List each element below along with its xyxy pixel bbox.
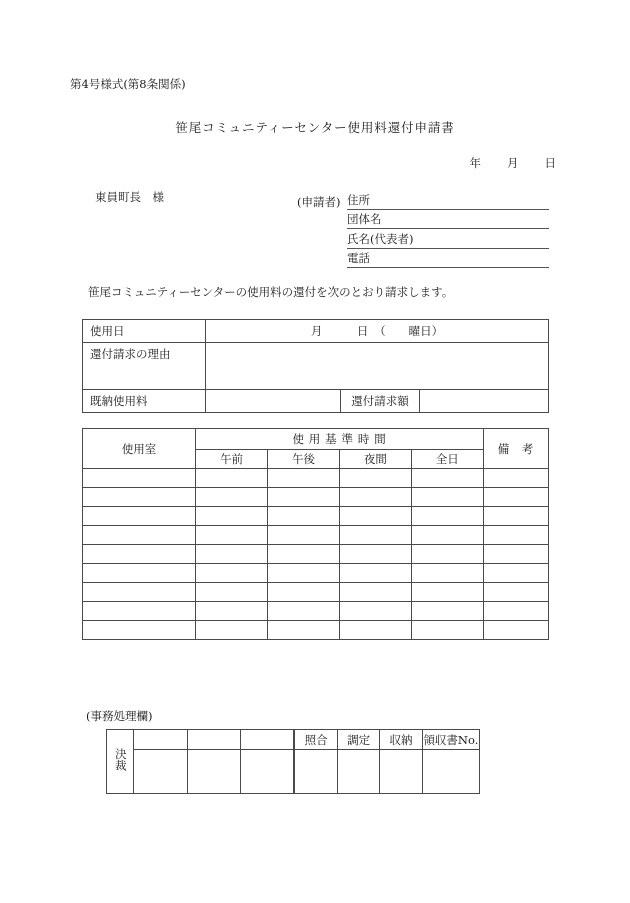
cell-allday[interactable] — [411, 621, 483, 640]
cell-receipt-collection[interactable] — [380, 750, 422, 794]
admin-blank-header-2[interactable] — [187, 730, 240, 750]
cell-remarks[interactable] — [483, 621, 548, 640]
column-header-receipt-no: 領収書No. — [422, 730, 479, 750]
phone-label: 電話 — [347, 251, 370, 265]
applicant-row-address — [297, 190, 549, 210]
cell-evening[interactable] — [339, 545, 411, 564]
cell-allday[interactable] — [411, 583, 483, 602]
column-header-remarks: 備 考 — [483, 429, 548, 469]
cell-verification[interactable] — [294, 750, 337, 794]
table-row — [83, 602, 549, 621]
addressee: 東員町長 様 — [95, 190, 164, 204]
paid-fee-value[interactable] — [206, 390, 341, 413]
approval-seal-text: 決裁 — [113, 748, 128, 772]
applicant-block — [297, 190, 549, 268]
cell-room[interactable] — [83, 583, 196, 602]
table-row-refund-reason — [83, 343, 549, 390]
cell-morning[interactable] — [196, 545, 268, 564]
admin-header-row — [107, 730, 480, 750]
cell-allday[interactable] — [411, 602, 483, 621]
cell-allday[interactable] — [411, 469, 483, 488]
organization-field[interactable] — [347, 211, 549, 229]
approval-seal-label — [107, 730, 134, 794]
refund-reason-label: 還付請求の理由 — [83, 343, 206, 390]
cell-afternoon[interactable] — [268, 564, 340, 583]
cell-morning[interactable] — [196, 602, 268, 621]
cell-evening[interactable] — [339, 469, 411, 488]
cell-room[interactable] — [83, 564, 196, 583]
admin-blank-value-2[interactable] — [187, 750, 240, 794]
column-header-time-group: 使 用 基 準 時 間 — [196, 429, 484, 450]
admin-blank-header-3[interactable] — [241, 730, 295, 750]
cell-morning[interactable] — [196, 488, 268, 507]
address-label: 住所 — [347, 192, 370, 207]
cell-evening[interactable] — [339, 526, 411, 545]
cell-remarks[interactable] — [483, 488, 548, 507]
cell-room[interactable] — [83, 488, 196, 507]
table-row — [83, 526, 549, 545]
usage-date-label: 使用日 — [83, 320, 206, 343]
address-field[interactable] — [347, 192, 549, 210]
table-row — [83, 488, 549, 507]
table-row-usage-date — [83, 320, 549, 343]
cell-afternoon[interactable] — [268, 583, 340, 602]
date-line — [0, 155, 556, 171]
column-header-room: 使用室 — [83, 429, 196, 469]
cell-afternoon[interactable] — [268, 602, 340, 621]
refund-amount-value[interactable] — [420, 390, 549, 413]
cell-room[interactable] — [83, 526, 196, 545]
cell-receipt-no[interactable] — [422, 750, 479, 794]
refund-amount-label: 還付請求額 — [341, 390, 420, 413]
cell-afternoon[interactable] — [268, 488, 340, 507]
cell-allday[interactable] — [411, 488, 483, 507]
cell-afternoon[interactable] — [268, 621, 340, 640]
representative-name-field[interactable] — [347, 231, 549, 249]
page-title: 笹尾コミュニティーセンター使用料還付申請書 — [175, 120, 455, 135]
cell-evening[interactable] — [339, 564, 411, 583]
form-number: 第4号様式(第8条関係) — [70, 77, 186, 91]
cell-remarks[interactable] — [483, 469, 548, 488]
column-header-allday: 全日 — [411, 450, 483, 469]
cell-remarks[interactable] — [483, 583, 548, 602]
cell-evening[interactable] — [339, 507, 411, 526]
cell-remarks[interactable] — [483, 602, 548, 621]
cell-morning[interactable] — [196, 583, 268, 602]
cell-evening[interactable] — [339, 621, 411, 640]
organization-label: 団体名 — [347, 212, 382, 226]
applicant-row-name — [297, 229, 549, 249]
admin-section-label: (事務処理欄) — [86, 709, 153, 723]
cell-morning[interactable] — [196, 564, 268, 583]
cell-room[interactable] — [83, 545, 196, 564]
table-row — [83, 621, 549, 640]
column-header-evening: 夜間 — [339, 450, 411, 469]
cell-afternoon[interactable] — [268, 526, 340, 545]
applicant-row-organization — [297, 210, 549, 230]
cell-morning[interactable] — [196, 526, 268, 545]
table-row — [83, 507, 549, 526]
cell-remarks[interactable] — [483, 545, 548, 564]
cell-evening[interactable] — [339, 602, 411, 621]
admin-blank-value-3[interactable] — [241, 750, 295, 794]
table-row — [83, 545, 549, 564]
column-header-verification: 照合 — [294, 730, 337, 750]
cell-allday[interactable] — [411, 526, 483, 545]
cell-remarks[interactable] — [483, 564, 548, 583]
table-row — [83, 469, 549, 488]
column-header-afternoon: 午後 — [268, 450, 340, 469]
cell-morning[interactable] — [196, 469, 268, 488]
date-day-label: 日 — [544, 156, 556, 170]
cell-allday[interactable] — [411, 564, 483, 583]
admin-blank-header-1[interactable] — [134, 730, 187, 750]
cell-afternoon[interactable] — [268, 545, 340, 564]
cell-morning[interactable] — [196, 621, 268, 640]
cell-allday[interactable] — [411, 507, 483, 526]
table-header-row-main — [83, 429, 549, 450]
cell-evening[interactable] — [339, 583, 411, 602]
usage-date-value[interactable]: 月 日 （ 曜日） — [206, 320, 549, 343]
refund-reason-value[interactable] — [206, 343, 549, 390]
cell-assessment[interactable] — [337, 750, 379, 794]
column-header-morning: 午前 — [196, 450, 268, 469]
cell-room[interactable] — [83, 507, 196, 526]
rooms-usage-table — [82, 428, 549, 640]
phone-field[interactable] — [347, 250, 549, 268]
admin-processing-table — [106, 729, 480, 794]
request-statement: 笹尾コミュニティーセンターの使用料の還付を次のとおり請求します。 — [88, 285, 454, 299]
cell-room[interactable] — [83, 621, 196, 640]
cell-morning[interactable] — [196, 507, 268, 526]
date-year-label: 年 — [469, 156, 481, 170]
applicant-prefix: (申請者) — [297, 194, 341, 209]
cell-allday[interactable] — [411, 545, 483, 564]
representative-name-label: 氏名(代表者) — [347, 231, 414, 246]
admin-blank-value-1[interactable] — [134, 750, 187, 794]
column-header-assessment: 調定 — [337, 730, 379, 750]
date-month-label: 月 — [507, 156, 519, 170]
cell-evening[interactable] — [339, 488, 411, 507]
cell-remarks[interactable] — [483, 526, 548, 545]
cell-afternoon[interactable] — [268, 469, 340, 488]
applicant-row-phone — [297, 249, 549, 269]
paid-fee-label: 既納使用料 — [83, 390, 206, 413]
table-row — [83, 583, 549, 602]
table-row-fees — [83, 390, 549, 413]
table-row — [83, 564, 549, 583]
cell-room[interactable] — [83, 469, 196, 488]
usage-info-table — [82, 319, 549, 413]
admin-body-row — [107, 750, 480, 794]
cell-room[interactable] — [83, 602, 196, 621]
column-header-receipt-collection: 収納 — [380, 730, 422, 750]
cell-afternoon[interactable] — [268, 507, 340, 526]
cell-remarks[interactable] — [483, 507, 548, 526]
